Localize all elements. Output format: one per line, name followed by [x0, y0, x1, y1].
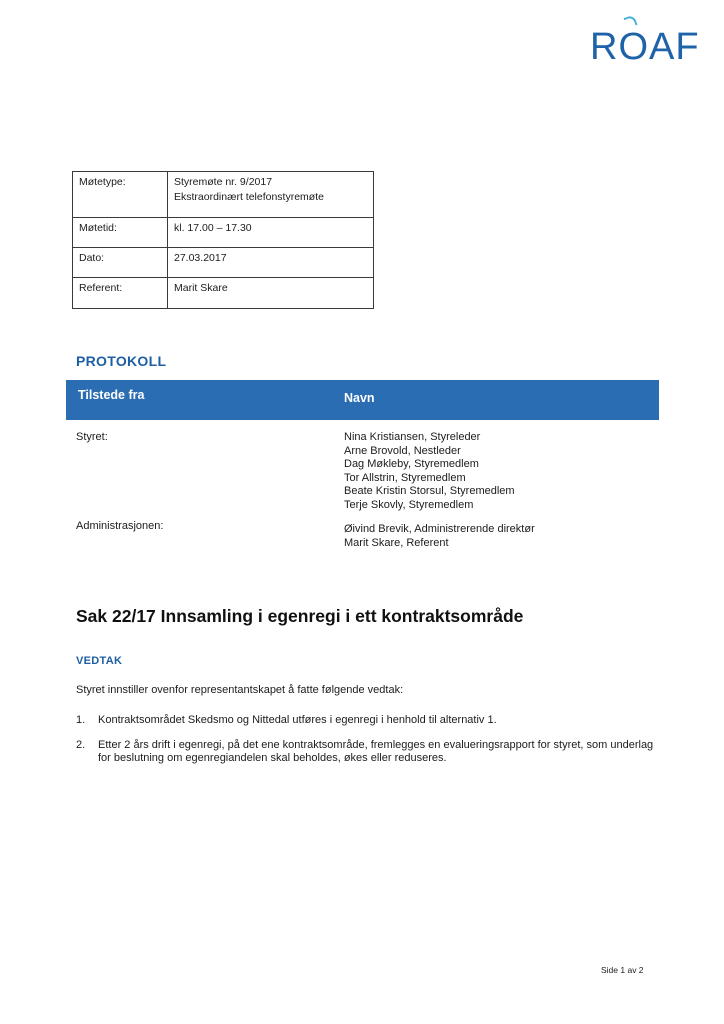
meeting-date-label: Dato: — [73, 248, 168, 278]
meeting-time-row — [73, 218, 374, 248]
attendance-group-label-board: Styret: — [76, 431, 108, 443]
meeting-type-row — [73, 172, 374, 218]
attendee-name: Beate Kristin Storsul, Styremedlem — [344, 485, 515, 497]
vedtak-heading: VEDTAK — [76, 655, 123, 667]
meeting-referent-row — [73, 278, 374, 309]
page-number: Side 1 av 2 — [601, 965, 644, 975]
attendee-name: Øivind Brevik, Administrerende direktør — [344, 523, 535, 535]
vedtak-item-number: 2. — [76, 739, 86, 751]
attendance-header-from: Tilstede fra — [78, 388, 145, 402]
attendee-name: Terje Skovly, Styremedlem — [344, 498, 474, 511]
attendance-names-admin — [344, 523, 535, 550]
protokoll-heading: PROTOKOLL — [76, 353, 167, 369]
meeting-type-line-1: Styremøte nr. 9/2017 — [174, 176, 273, 188]
attendee-name: Dag Møkleby, Styremedlem — [344, 458, 479, 470]
vedtak-item-text: Etter 2 års drift i egenregi, på det ene kontraktsområde, fremlegges en evalueringsrapport for styret, som underlag for beslutning om egenregiandelen skal beholdes, økes eller reduseres. — [98, 739, 654, 764]
meeting-referent-value: Marit Skare — [168, 278, 374, 309]
vedtak-intro: Styret innstiller ovenfor representantskapet å fatte følgende vedtak: — [76, 684, 404, 696]
attendance-header-bar — [66, 380, 659, 420]
logo-text-r: R — [590, 26, 619, 68]
logo-text-o: O — [618, 26, 649, 69]
meeting-time-label: Møtetid: — [73, 218, 168, 248]
attendance-header-name: Navn — [344, 391, 375, 405]
attendance-names-board — [344, 431, 515, 512]
vedtak-item-text: Kontraktsområdet Skedsmo og Nittedal utføres i egenregi i henhold til alternativ 1. — [98, 714, 497, 726]
meeting-date-value: 27.03.2017 — [168, 248, 374, 278]
attendance-group-label-admin: Administrasjonen: — [76, 520, 164, 532]
meeting-time-value: kl. 17.00 – 17.30 — [168, 218, 374, 248]
case-title: Sak 22/17 Innsamling i egenregi i ett kontraktsområde — [76, 606, 524, 626]
logo-text-af: AF — [649, 26, 700, 68]
meeting-date-row — [73, 248, 374, 278]
meeting-type-value — [168, 172, 374, 218]
roaf-logo — [590, 26, 700, 69]
meeting-type-line-2: Ekstraordinært telefonstyremøte — [174, 191, 324, 203]
attendee-name: Arne Brovold, Nestleder — [344, 444, 461, 457]
attendee-name: Nina Kristiansen, Styreleder — [344, 431, 481, 443]
attendee-name: Marit Skare, Referent — [344, 536, 449, 549]
attendee-name: Tor Allstrin, Styremedlem — [344, 471, 466, 484]
meeting-referent-label: Referent: — [73, 278, 168, 309]
meeting-type-label: Møtetype: — [73, 172, 168, 218]
vedtak-item-number: 1. — [76, 714, 86, 726]
meeting-info-table — [72, 171, 374, 309]
